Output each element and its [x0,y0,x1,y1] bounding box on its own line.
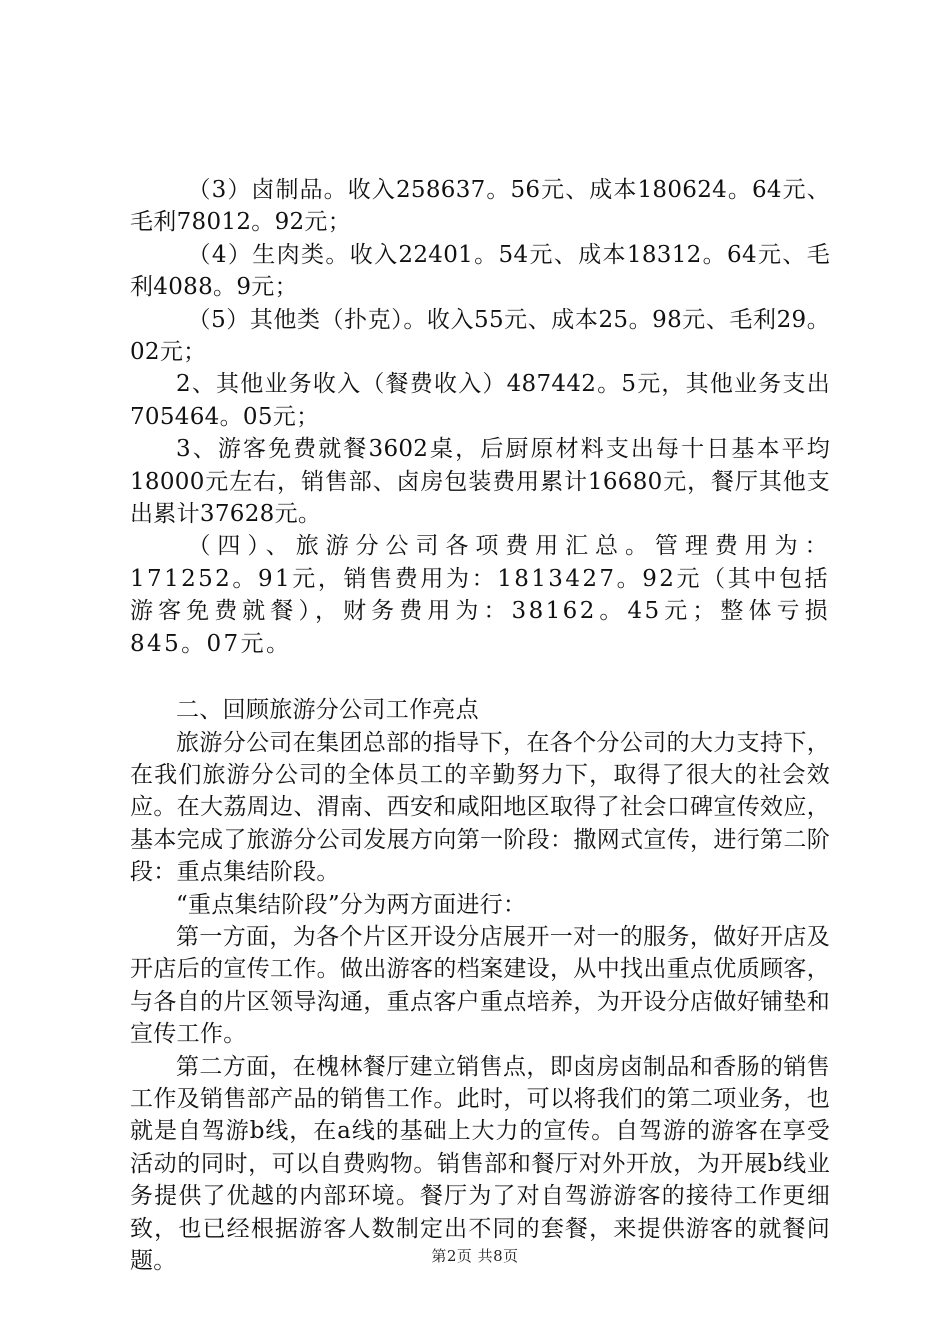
paragraph-focus-stage: “重点集结阶段”分为两方面进行： [176,891,527,918]
paragraph-expense-summary: （四）、旅游分公司各项费用汇总。管理费用为：171252。91元，销售费用为：1813427。92元（其中包括游客免费就餐），财务费用为：38162。45元；整体亏损845。07元。 [130,533,830,657]
paragraph-second-aspect: 第二方面，在槐林餐厅建立销售点，即卤房卤制品和香肠的销售工作及销售部产品的销售工作。此时，可以将我们的第二项业务，也就是自驾游b线，在a线的基础上大力的宣传。自驾游的游客在享受活动的同时，可以自费购物。销售部和餐厅对外开放，为开展b线业务提供了优越的内部环境。餐厅为了对自驾游游客的接待工作更细致，也已经根据游客人数制定出不同的套餐，来提供游客的就餐问题。 [130,1053,830,1274]
paragraph-other-business-income: 2、其他业务收入（餐费收入）487442。5元，其他业务支出705464。05元； [130,371,830,430]
paragraph-social-effect: 旅游分公司在集团总部的指导下，在各个分公司的大力支持下，在我们旅游分公司的全体员工的辛勤努力下，取得了很大的社会效应。在大荔周边、渭南、西安和咸阳地区取得了社会口碑宣传效应，基本完成了旅游分公司发展方向第一阶段：撒网式宣传，进行第二阶段：重点集结阶段。 [130,729,830,886]
paragraph-braised-products: （3）卤制品。收入258637。56元、成本180624。64元、毛利78012。92元； [130,177,830,236]
document-body [130,174,830,1277]
paragraph-free-meals: 3、游客免费就餐3602桌，后厨原材料支出每十日基本平均18000元左右，销售部、卤房包装费用累计16680元，餐厅其他支出累计37628元。 [130,436,830,528]
section-heading-highlights: 二、回顾旅游分公司工作亮点 [176,697,479,724]
paragraph-first-aspect: 第一方面，为各个片区开设分店展开一对一的服务，做好开店及开店后的宣传工作。做出游客的档案建设，从中找出重点优质顾客，与各自的片区领导沟通，重点客户重点培养，为开设分店做好铺垫和宣传工作。 [130,923,830,1048]
paragraph-other-category: （5）其他类（扑克）。收入55元、成本25。98元、毛利29。02元； [130,306,830,366]
section-spacer [130,660,830,694]
page-number-footer: 第2页 共8页 [431,1247,519,1265]
paragraph-raw-meat: （4）生肉类。收入22401。54元、成本18312。64元、毛利4088。9元； [130,241,830,301]
